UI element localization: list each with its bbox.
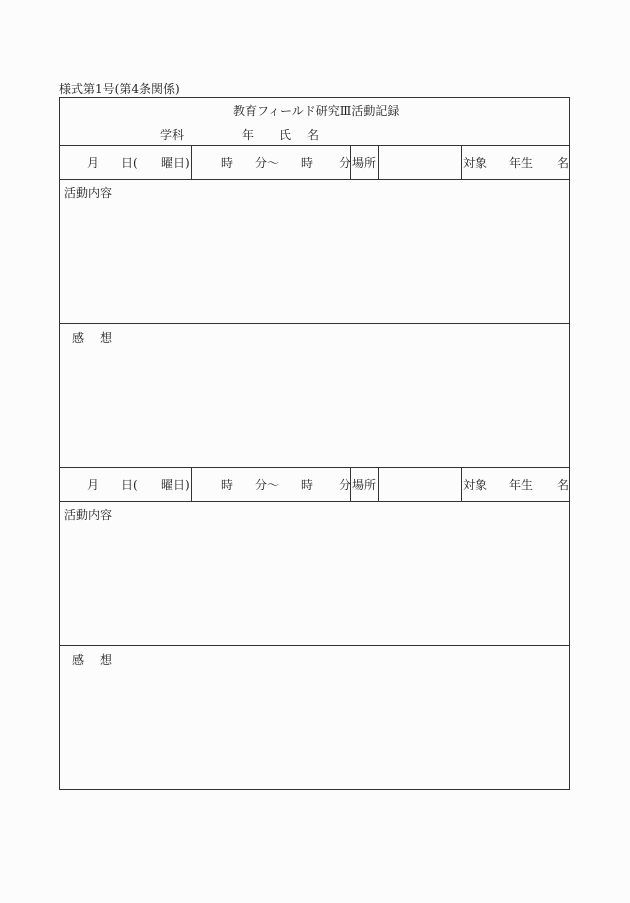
place-label: 場所 [352,478,377,492]
day-label: 日( [121,156,138,170]
impression-label: 感 想 [72,331,115,345]
divider [378,468,379,501]
divider [378,146,379,179]
end-hour-label: 時 [301,478,314,492]
student-name-label: 氏 名 [279,128,322,142]
activity-record-form [59,97,570,790]
divider [60,179,569,180]
start-minute-label: 分〜 [255,478,280,492]
start-minute-label: 分〜 [255,156,280,170]
divider [350,468,351,501]
weekday-label: 曜日) [161,156,190,170]
department-label: 学科 [160,128,185,142]
people-count-label: 名 [557,478,570,492]
start-hour-label: 時 [221,478,234,492]
weekday-label: 曜日) [161,478,190,492]
end-hour-label: 時 [301,156,314,170]
form-title: 教育フィールド研究Ⅲ活動記録 [233,104,400,118]
target-label: 対象 [463,156,488,170]
place-label: 場所 [352,156,377,170]
divider [60,467,569,468]
month-label: 月 [87,478,100,492]
divider [60,501,569,502]
divider [60,323,569,324]
day-label: 日( [121,478,138,492]
activity-content-label: 活動内容 [64,508,113,522]
divider [191,146,192,179]
target-label: 対象 [463,478,488,492]
end-minute-label: 分 [339,156,352,170]
month-label: 月 [87,156,100,170]
people-count-label: 名 [557,156,570,170]
grade-label: 年生 [509,156,534,170]
divider [60,145,569,146]
form-number: 様式第1号(第4条関係) [59,82,180,96]
divider [461,146,462,179]
grade-label: 年生 [509,478,534,492]
activity-content-label: 活動内容 [64,186,113,200]
impression-label: 感 想 [72,653,115,667]
end-minute-label: 分 [339,478,352,492]
divider [461,468,462,501]
year-label: 年 [242,128,255,142]
divider [350,146,351,179]
start-hour-label: 時 [221,156,234,170]
divider [191,468,192,501]
divider [60,645,569,646]
